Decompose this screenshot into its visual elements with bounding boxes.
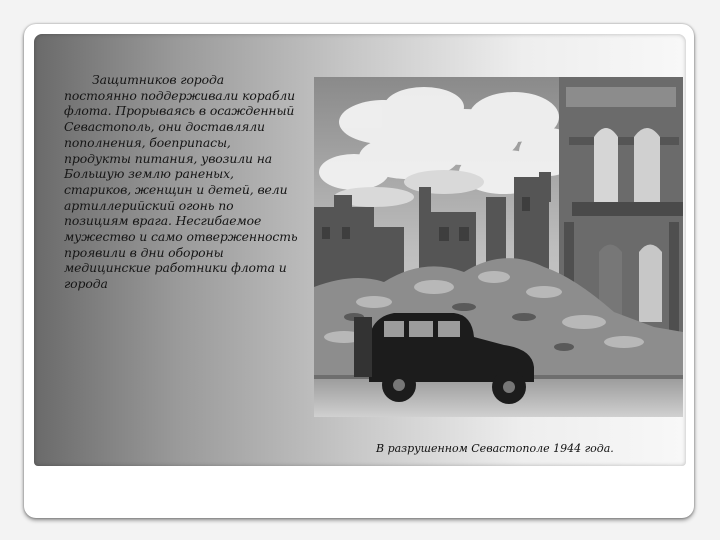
body-text: Защитников города постоянно поддерживали корабли флота. Прорываясь в осажденный Севастополь, они доставляли пополнения, боеприпасы, продукты питания, увозили на Большую землю раненых, стариков, женщин и детей, вели артиллерийский огонь по позициям врага. Несгибаемое мужество и само отверженность проявили в дни обороны медицинские работники флота и города [64, 72, 298, 292]
ruins-photo [314, 77, 683, 417]
photo-caption: В разрушенном Севастополе 1944 года. [376, 442, 614, 455]
